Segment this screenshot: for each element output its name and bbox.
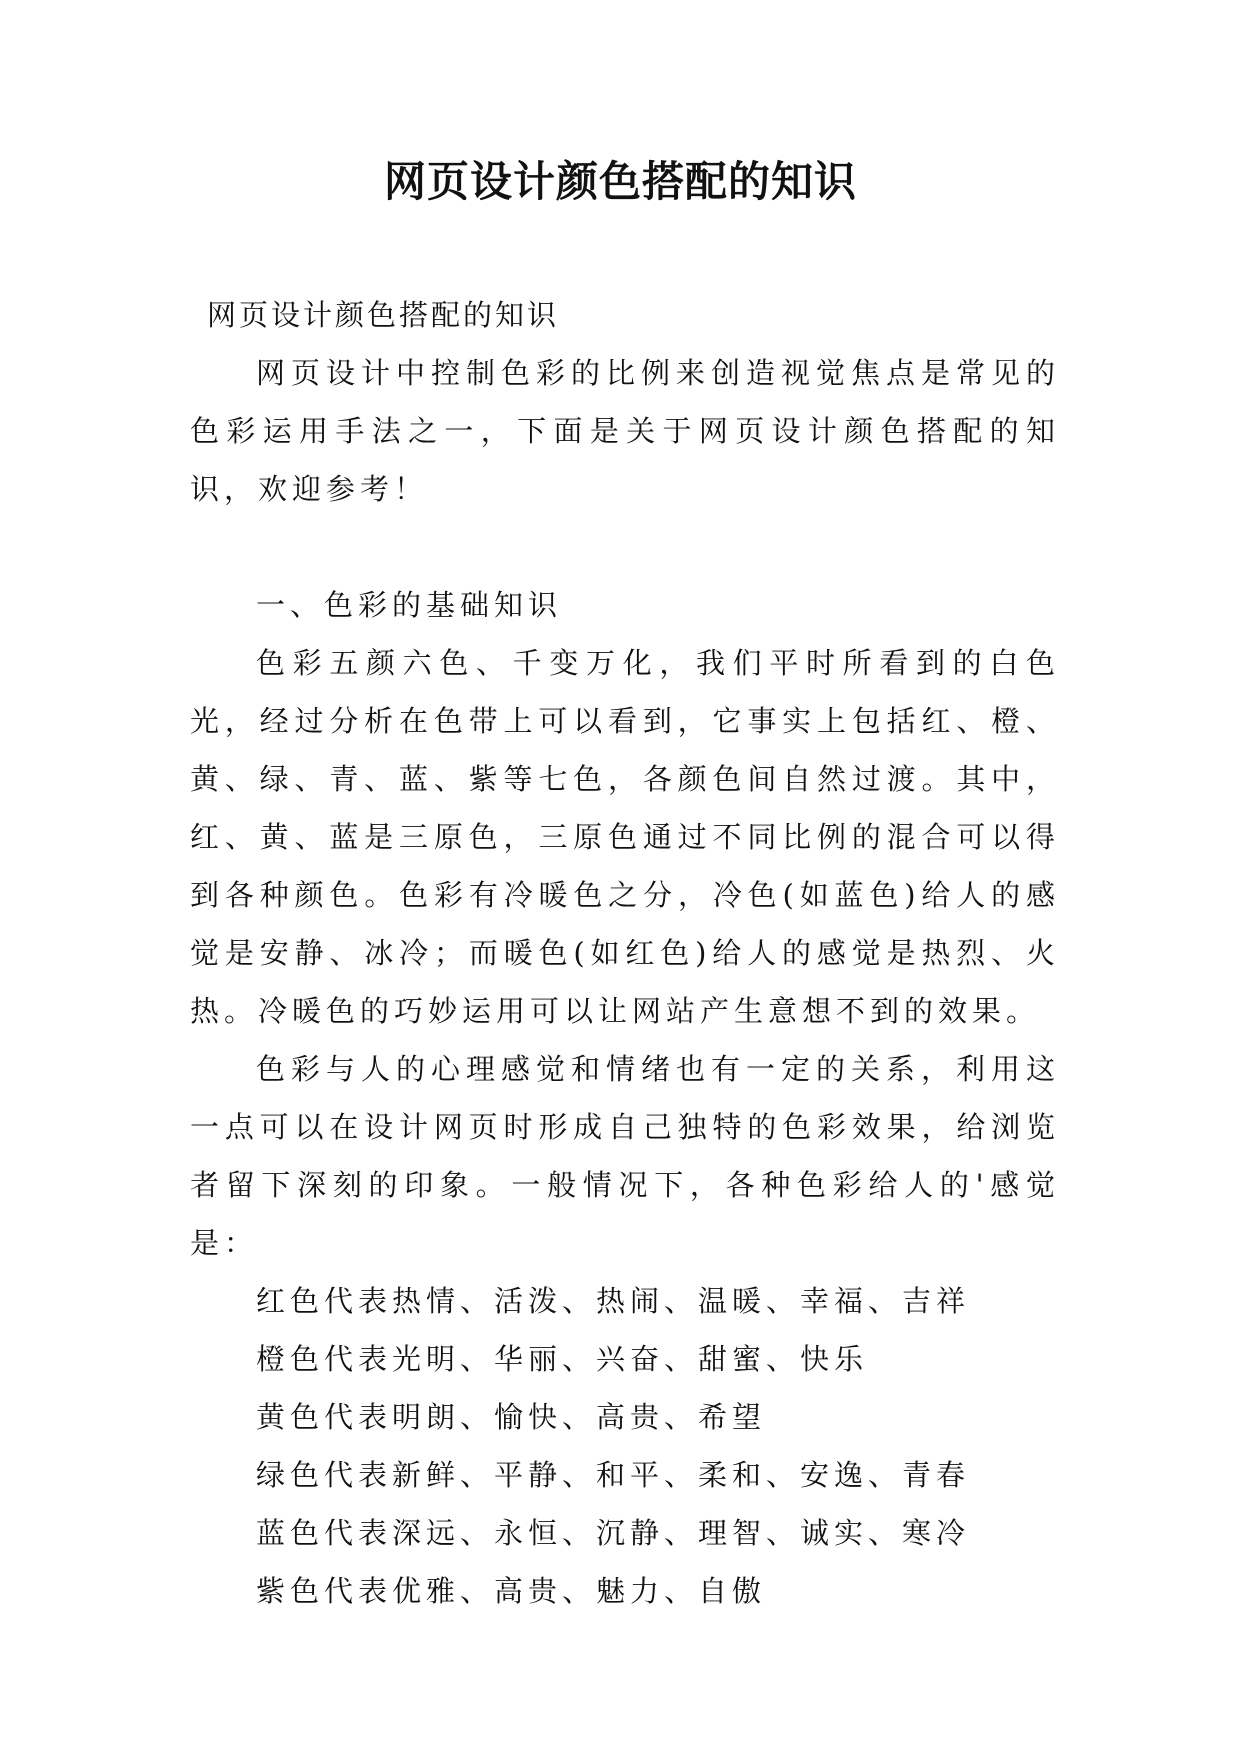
color-meaning-item: 绿色代表新鲜、平静、和平、柔和、安逸、青春 [256,1458,971,1492]
document-subtitle: 网页设计颜色搭配的知识 [207,298,560,332]
color-meaning-item: 橙色代表光明、华丽、兴奋、甜蜜、快乐 [256,1342,869,1376]
color-meaning-item: 紫色代表优雅、高贵、魅力、自傲 [256,1574,767,1608]
intro-paragraph: 网页设计中控制色彩的比例来创造视觉焦点是常见的色彩运用手法之一，下面是关于网页设计颜色搭配的知识，欢迎参考！ [190,356,1060,506]
color-meaning-list [190,1272,1060,1620]
color-meaning-item: 红色代表热情、活泼、热闹、温暖、幸福、吉祥 [256,1284,971,1318]
document-title: 网页设计颜色搭配的知识 [383,157,857,206]
color-psychology-paragraph: 色彩与人的心理感觉和情绪也有一定的关系，利用这一点可以在设计网页时形成自己独特的色彩效果，给浏览者留下深刻的印象。一般情况下，各种色彩给人的'感觉是： [190,1052,1060,1260]
color-meaning-item: 蓝色代表深远、永恒、沉静、理智、诚实、寒冷 [256,1516,971,1550]
document-body [190,286,1060,1620]
section-heading: 一、色彩的基础知识 [256,588,563,622]
paragraph-spacer [190,518,1060,576]
color-meaning-item: 黄色代表明朗、愉快、高贵、希望 [256,1400,767,1434]
color-basics-paragraph: 色彩五颜六色、千变万化，我们平时所看到的白色光，经过分析在色带上可以看到，它事实上包括红、橙、黄、绿、青、蓝、紫等七色，各颜色间自然过渡。其中，红、黄、蓝是三原色，三原色通过不同比例的混合可以得到各种颜色。色彩有冷暖色之分，冷色(如蓝色)给人的感觉是安静、冰冷；而暖色(如红色)给人的感觉是热烈、火热。冷暖色的巧妙运用可以让网站产生意想不到的效果。 [190,646,1060,1028]
